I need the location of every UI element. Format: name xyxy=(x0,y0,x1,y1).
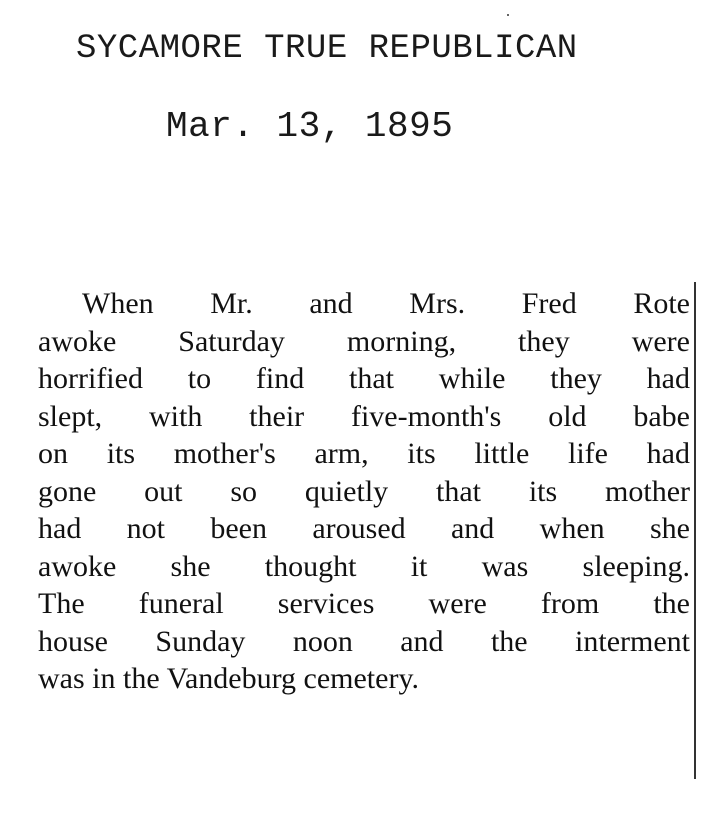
article-line: awoke Saturday morning, they were xyxy=(38,324,690,358)
article-line: had not been aroused and when she xyxy=(38,512,690,545)
article-line: on its mother's arm, its little life had xyxy=(38,437,690,470)
scan-speck xyxy=(507,14,509,16)
article-clipping xyxy=(38,285,690,698)
article-line: awoke she thought it was sleeping. xyxy=(38,549,690,583)
article-line: The funeral services were from the xyxy=(38,587,690,620)
column-rule xyxy=(694,282,696,779)
article-line: slept, with their five-month's old babe xyxy=(38,399,690,433)
article-line: horrified to find that while they had xyxy=(38,362,690,395)
article-line: house Sunday noon and the interment xyxy=(38,624,690,658)
article-line: When Mr. and Mrs. Fred Rote xyxy=(82,287,690,320)
publication-date: Mar. 13, 1895 xyxy=(166,106,454,147)
publication-title: SYCAMORE TRUE REPUBLICAN xyxy=(76,30,578,68)
article-line: gone out so quietly that its mother xyxy=(38,474,690,508)
article-line: was in the Vandeburg cemetery. xyxy=(38,662,419,695)
